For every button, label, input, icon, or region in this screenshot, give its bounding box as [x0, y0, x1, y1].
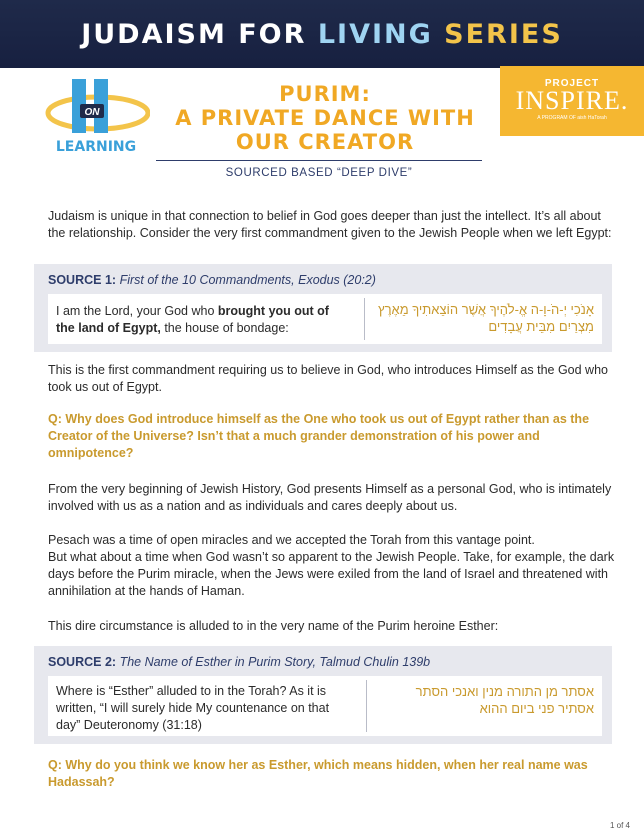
source-1-citation: First of the 10 Commandments, Exodus (20:2)	[119, 273, 376, 287]
page-title	[160, 82, 490, 154]
series-title-part3: SERIES	[444, 18, 563, 50]
source-1-label: SOURCE 1:	[48, 273, 117, 287]
source-1-divider	[364, 298, 365, 340]
pesach-paragraph-2: But what about a time when God wasn’t so apparent to the Jewish People. Take, for example, the dark days before the Purim miracle, when the Jews were exiled from the land of Israel and threatened with annihilation at the hands of Haman.	[48, 550, 615, 598]
source-2-english: Where is “Esther” alluded to in the Torah? As it is written, “I will surely hide My countenance on that day” Deuteronomy (31:18)	[56, 684, 330, 732]
source-2-content	[48, 676, 602, 736]
question-2: Q: Why do you think we know her as Esther, which means hidden, when her real name was Hadassah?	[48, 758, 588, 789]
inspire-project-text: PROJECT	[544, 78, 600, 89]
title-line-1: PURIM:	[279, 82, 371, 106]
inspire-tagline: A PROGRAM OF aish HaTorah	[537, 115, 607, 121]
source-1-hebrew: אָנֹכִי יְ-הֹ-וָ-ה אֱ-לֹהֶיךָ אֲשֶׁר הוֹצֵאתִיךָ מֵאֶרֶץ מִצְרַיִם מִבֵּית עֲבָדִים	[378, 302, 594, 334]
pesach-paragraph-1: Pesach was a time of open miracles and we accepted the Torah from this vantage point.	[48, 533, 535, 547]
page-number: 1 of 4	[609, 821, 630, 830]
series-banner	[0, 0, 644, 68]
logo-on-text: ON	[84, 107, 100, 118]
source-1-english-bold: brought you out of the land of Egypt,	[56, 304, 329, 335]
series-title-part1: JUDAISM FOR	[81, 18, 318, 50]
source-1-heading	[48, 273, 376, 287]
source-1-box	[34, 264, 612, 352]
logo-learning-text: LEARNING	[55, 139, 137, 155]
personal-god-paragraph: From the very beginning of Jewish History, God presents Himself as a personal God, who is intimately involved with us as a nation and as individuals and cares deeply about us.	[48, 482, 612, 513]
esther-paragraph: This dire circumstance is alluded to in the very name of the Purim heroine Esther:	[48, 619, 499, 633]
title-divider	[156, 160, 482, 161]
source-2-box	[34, 646, 612, 744]
source-2-hebrew: אסתר מן התורה מנין ואנכי הסתר אסתיר פני ביום ההוא	[415, 684, 594, 716]
source-2-heading	[48, 655, 430, 669]
source-1-english	[56, 303, 346, 337]
source-2-citation: The Name of Esther in Purim Story, Talmud Chulin 139b	[119, 655, 431, 669]
source-2-label: SOURCE 2:	[48, 655, 117, 669]
source-2-divider	[366, 680, 367, 732]
question-1: Q: Why does God introduce himself as the One who took us out of Egypt rather than as the Creator of the Universe? Isn’t that a much grander demonstration of his power and omnipotence?	[48, 412, 590, 460]
project-inspire-logo	[500, 66, 644, 136]
on-1-1-learning-logo	[42, 75, 150, 155]
series-title-part2: LIVING	[317, 18, 445, 50]
title-line-3: OUR CREATOR	[235, 130, 415, 154]
page-subtitle: SOURCED BASED “DEEP DIVE”	[225, 167, 413, 179]
source-1-english-post: the house of bondage:	[160, 321, 289, 335]
title-line-2: A PRIVATE DANCE WITH	[175, 106, 475, 130]
source-1-english-pre: I am the Lord, your God who	[56, 304, 218, 318]
inspire-name-text: INSPIRE.	[515, 86, 629, 115]
series-title	[81, 19, 563, 50]
intro-paragraph: Judaism is unique in that connection to belief in God goes deeper than just the intellect. It’s all about the relationship. Consider the very first commandment given to the Jewish People when we left Egypt:	[48, 209, 612, 240]
source-1-content	[48, 294, 602, 344]
first-commandment-paragraph: This is the first commandment requiring us to believe in God, who introduces Himself as the God who took us out of Egypt.	[48, 363, 608, 394]
